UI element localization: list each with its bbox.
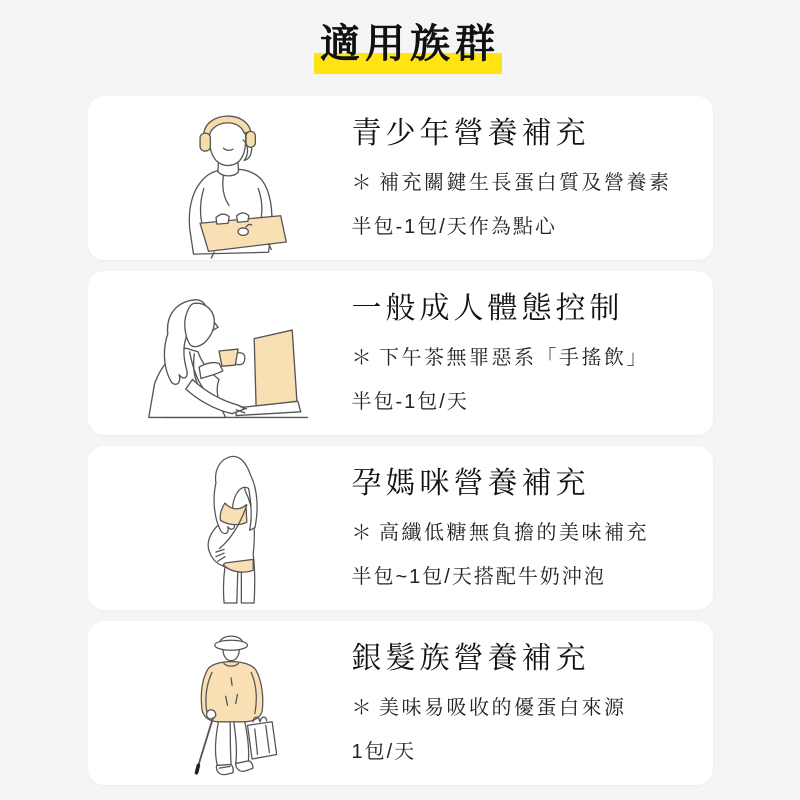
bullet-text: 美味易吸收的優蛋白來源 bbox=[379, 697, 627, 719]
dosage-text: 半包~1包/天搭配牛奶沖泡 bbox=[351, 566, 606, 588]
card-pregnant-content bbox=[352, 446, 713, 610]
pregnant-illustration bbox=[88, 446, 352, 610]
asterisk-icon: ＊ bbox=[351, 522, 374, 544]
bullet-text: 補充關鍵生長蛋白質及營養素 bbox=[379, 172, 672, 194]
card-bullet bbox=[352, 697, 713, 720]
pregnant-woman-icon bbox=[185, 452, 285, 605]
card-title: 一般成人體態控制 bbox=[351, 292, 624, 325]
card-senior-content bbox=[352, 621, 713, 785]
card-bullet bbox=[352, 347, 713, 370]
card-senior bbox=[88, 621, 713, 785]
woman-coffee-laptop-icon bbox=[125, 291, 315, 429]
bullet-text: 高纖低糖無負擔的美味補充 bbox=[379, 522, 649, 544]
teenager-illustration bbox=[88, 96, 352, 260]
card-title: 銀髮族營養補充 bbox=[351, 642, 590, 675]
card-teenager bbox=[88, 96, 713, 260]
page-title-wrap bbox=[320, 24, 500, 64]
card-title: 孕媽咪營養補充 bbox=[351, 467, 590, 500]
card-adult-content bbox=[352, 271, 713, 435]
header bbox=[0, 0, 800, 64]
dosage-text: 半包-1包/天作為點心 bbox=[351, 216, 557, 238]
page-title: 適用族群 bbox=[320, 22, 500, 66]
card-pregnant bbox=[88, 446, 713, 610]
adult-illustration bbox=[88, 271, 352, 435]
card-bullet bbox=[352, 172, 713, 195]
senior-illustration bbox=[88, 621, 352, 785]
teenager-headphones-laptop-icon bbox=[156, 104, 306, 259]
asterisk-icon: ＊ bbox=[351, 172, 374, 194]
asterisk-icon: ＊ bbox=[351, 347, 374, 369]
card-bullet bbox=[352, 522, 713, 545]
elderly-man-cane-bag-icon bbox=[171, 627, 294, 780]
card-adult bbox=[88, 271, 713, 435]
dosage-text: 1包/天 bbox=[351, 741, 417, 763]
card-teenager-content bbox=[352, 96, 713, 260]
audience-card-list bbox=[0, 96, 800, 785]
card-title: 青少年營養補充 bbox=[351, 117, 590, 150]
bullet-text: 下午茶無罪惡系「手搖飲」 bbox=[379, 347, 649, 369]
asterisk-icon: ＊ bbox=[351, 697, 374, 719]
dosage-text: 半包-1包/天 bbox=[351, 391, 469, 413]
